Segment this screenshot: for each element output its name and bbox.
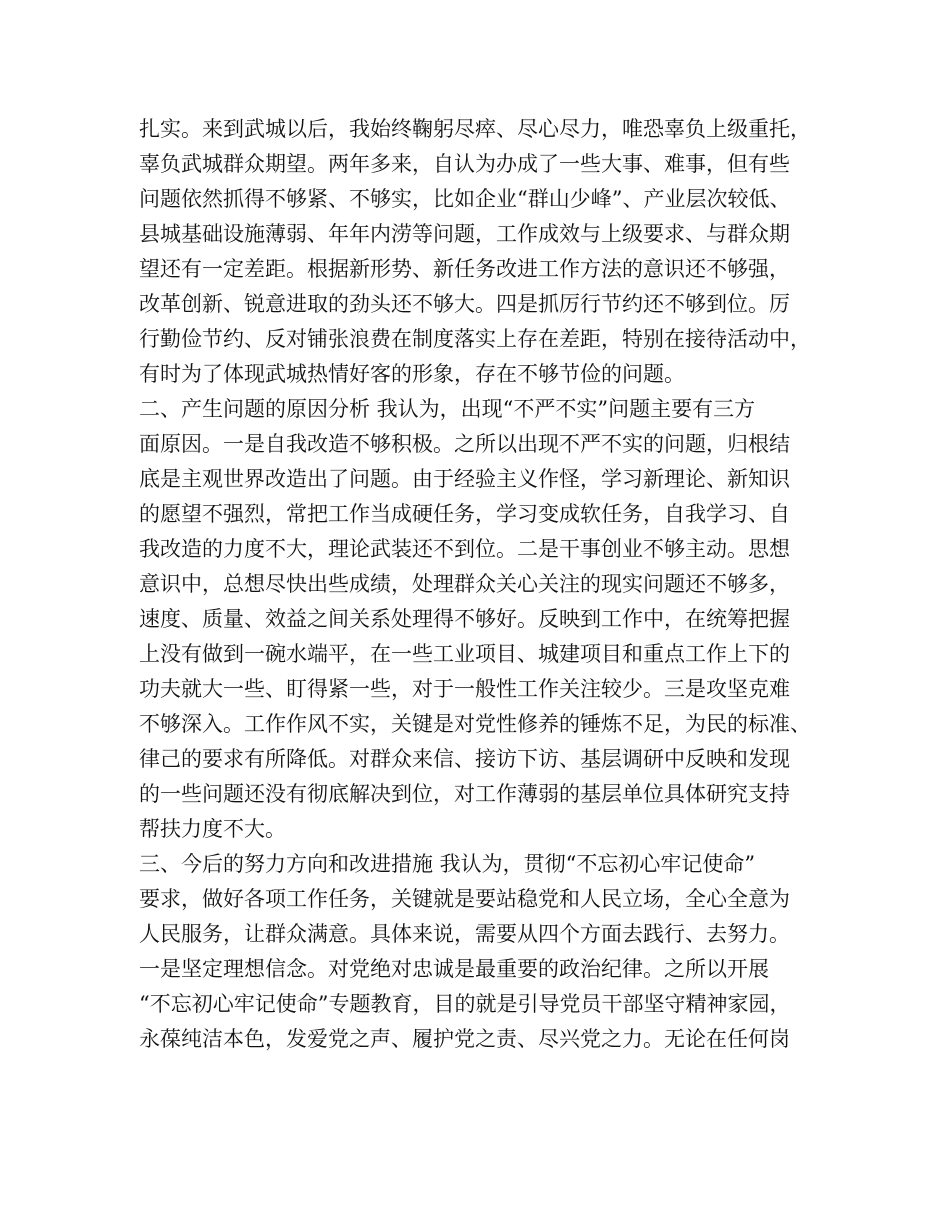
body-text	[139, 112, 839, 1057]
text-line: “不忘初心牢记使命”专题教育，目的就是引导党员干部坚守精神家园，	[139, 992, 791, 1016]
text-line: 面原因。一是自我改造不够积极。之所以出现不严不实的问题，归根结	[139, 432, 790, 456]
text-line: 帮扶力度不大。	[139, 817, 286, 841]
text-line: 人民服务，让群众满意。具体来说，需要从四个方面去践行、去努力。	[139, 922, 790, 946]
text-line: 要求，做好各项工作任务，关键就是要站稳党和人民立场，全心全意为	[139, 887, 790, 911]
text-line: 县城基础设施薄弱、年年内涝等问题，工作成效与上级要求、与群众期	[139, 222, 790, 246]
text-line: 望还有一定差距。根据新形势、新任务改进工作方法的意识还不够强，	[139, 257, 790, 281]
text-line: 问题依然抓得不够紧、不够实，比如企业“群山少峰”、产业层次较低、	[139, 187, 791, 211]
text-line: 律己的要求有所降低。对群众来信、接访下访、基层调研中反映和发现	[139, 747, 790, 771]
text-line: 上没有做到一碗水端平，在一些工业项目、城建项目和重点工作上下的	[139, 642, 790, 666]
text-line: 意识中，总想尽快出些成绩，处理群众关心关注的现实问题还不够多，	[139, 572, 790, 596]
text-line: 辜负武城群众期望。两年多来，自认为办成了一些大事、难事，但有些	[139, 152, 790, 176]
text-line: 改革创新、锐意进取的劲头还不够大。四是抓厉行节约还不够到位。厉	[139, 292, 790, 316]
text-line: 不够深入。工作作风不实，关键是对党性修养的锤炼不足，为民的标准、	[139, 712, 811, 736]
text-line: 永葆纯洁本色，发爱党之声、履护党之责、尽兴党之力。无论在任何岗	[139, 1027, 790, 1051]
text-line: 扎实。来到武城以后，我始终鞠躬尽瘁、尽心尽力，唯恐辜负上级重托，	[139, 117, 811, 141]
text-line: 三、今后的努力方向和改进措施 我认为，贯彻“不忘初心牢记使命”	[139, 852, 756, 876]
text-line: 行勤俭节约、反对铺张浪费在制度落实上存在差距，特别在接待活动中，	[139, 327, 811, 351]
text-line: 底是主观世界改造出了问题。由于经验主义作怪，学习新理论、新知识	[139, 467, 790, 491]
text-line: 速度、质量、效益之间关系处理得不够好。反映到工作中，在统筹把握	[139, 607, 790, 631]
text-line: 的一些问题还没有彻底解决到位，对工作薄弱的基层单位具体研究支持	[139, 782, 790, 806]
text-line: 一是坚定理想信念。对党绝对忠诚是最重要的政治纪律。之所以开展	[139, 957, 769, 981]
text-line: 的愿望不强烈，常把工作当成硬任务，学习变成软任务，自我学习、自	[139, 502, 790, 526]
text-line: 二、产生问题的原因分析 我认为，出现“不严不实”问题主要有三方	[139, 397, 756, 421]
text-line: 我改造的力度不大，理论武装还不到位。二是干事创业不够主动。思想	[139, 537, 790, 561]
text-line: 有时为了体现武城热情好客的形象，存在不够节俭的问题。	[139, 362, 685, 386]
text-line: 功夫就大一些、盯得紧一些，对于一般性工作关注较少。三是攻坚克难	[139, 677, 790, 701]
